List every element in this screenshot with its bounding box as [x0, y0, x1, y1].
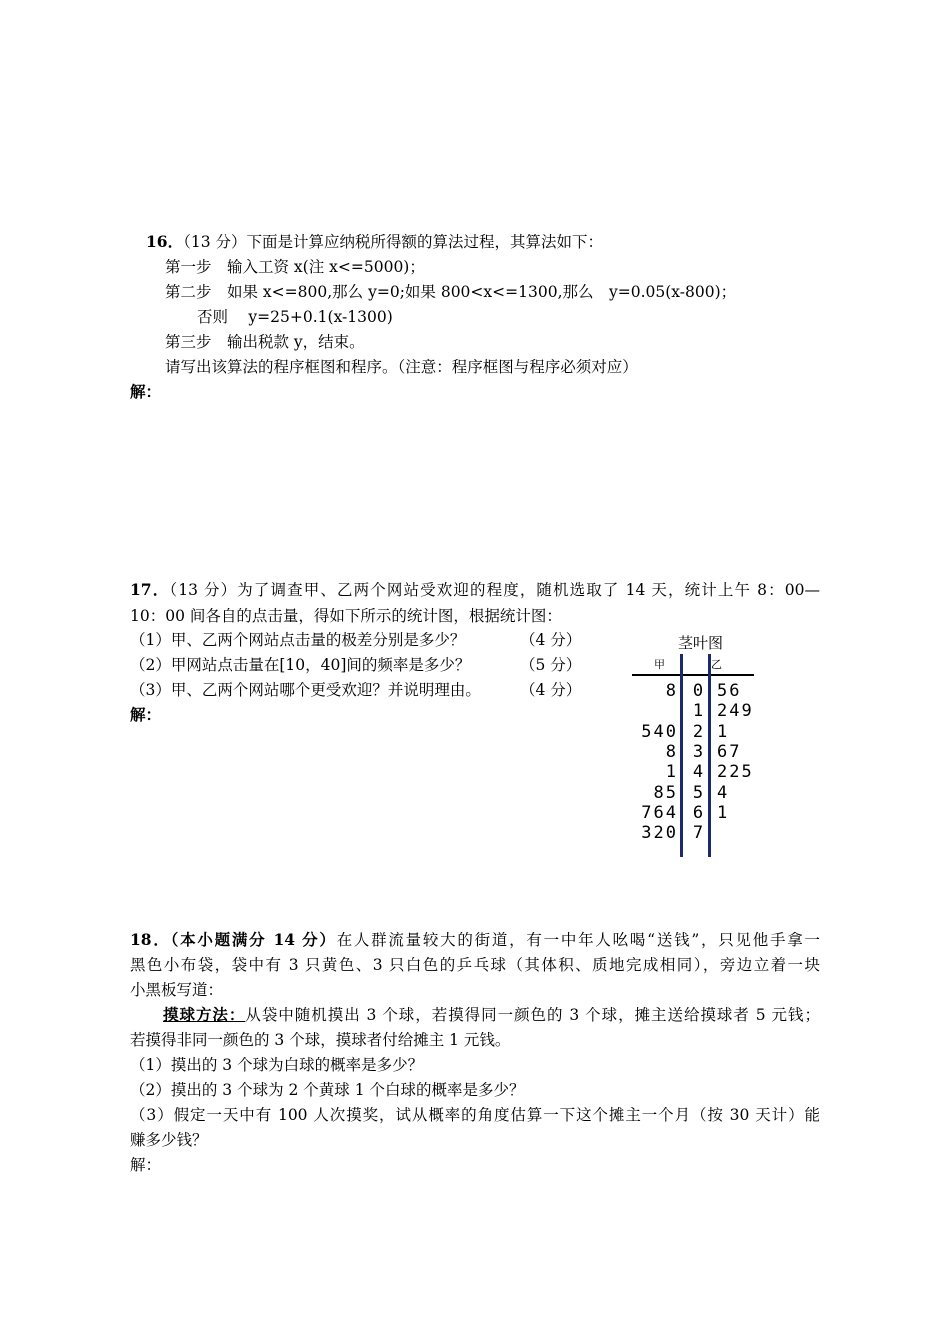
q17-item-1-score: （4 分）: [520, 631, 582, 649]
stem-leaf-left-leaves: 320: [641, 823, 678, 844]
q17-line1: [130, 580, 820, 600]
stem-leaf-right-leaves: 225: [717, 762, 754, 783]
q18-line3: 小黑板写道：: [130, 981, 224, 999]
q18-answer-label: 解：: [130, 1156, 162, 1174]
stem-leaf-row: [628, 701, 763, 721]
q18-method-text: 从袋中随机摸出 3 个球，若摸得同一颜色的 3 个球，摊主送给摸球者 5 元钱；: [245, 1006, 820, 1024]
stem-leaf-left-label: 甲: [654, 658, 665, 671]
q16-header: [146, 232, 603, 252]
q17-item-3: （3）甲、乙两个网站哪个更受欢迎？并说明理由。: [130, 681, 481, 699]
q17-line2: 10：00 间各自的点击量，得如下所示的统计图，根据统计图：: [130, 607, 562, 625]
q18-method: [163, 1005, 820, 1025]
stem-leaf-right-leaves: 249: [717, 701, 754, 722]
q18-item-3-line2: 赚多少钱？: [130, 1131, 208, 1149]
q16-answer-label: 解：: [130, 382, 162, 401]
stem-leaf-stem: 4: [692, 762, 704, 783]
q17-item-2: （2）甲网站点击量在[10，40]间的频率是多少？: [130, 656, 471, 674]
stem-leaf-left-leaves: 764: [641, 802, 678, 823]
stem-leaf-title: 茎叶图: [678, 634, 724, 652]
stem-leaf-left-leaves: 1: [665, 762, 678, 783]
q18-item-1: （1）摸出的 3 个球为白球的概率是多少？: [130, 1056, 424, 1074]
stem-leaf-right-label: 乙: [711, 658, 722, 671]
q18-item-2: （2）摸出的 3 个球为 2 个黄球 1 个白球的概率是多少？: [130, 1081, 525, 1099]
q18-score: （本小题满分 14 分）: [170, 930, 337, 949]
stem-leaf-right-leaves: 4: [717, 782, 730, 803]
q18-line1-text: 在人群流量较大的街道，有一中年人吆喝“送钱”，只见他手拿一: [336, 931, 820, 949]
stem-leaf-header-rule: [632, 674, 754, 676]
stem-leaf-row: [628, 823, 763, 843]
q18-line1: [130, 930, 820, 950]
q17-line1-text: （13 分）为了调查甲、乙两个网站受欢迎的程度，随机选取了 14 天，统计上午 8：00—: [169, 581, 820, 599]
stem-leaf-stem: 6: [692, 802, 704, 823]
q16-request: 请写出该算法的程序框图和程序。（注意：程序框图与程序必须对应）: [165, 358, 638, 376]
stem-leaf-plot: [628, 632, 763, 862]
stem-leaf-right-leaves: 67: [717, 741, 742, 762]
stem-leaf-stem: 5: [692, 782, 704, 803]
stem-leaf-left-leaves: 540: [641, 721, 678, 742]
q16-number: 16．: [146, 232, 184, 251]
stem-leaf-row: [628, 742, 763, 762]
stem-leaf-left-leaves: 8: [665, 681, 678, 701]
q18-line2: 黑色小布袋，袋中有 3 只黄色、3 只白色的乒乓球（其体积、质地完成相同），旁边立着一块: [130, 956, 820, 974]
q17-item-1: （1）甲、乙两个网站点击量的极差分别是多少？: [130, 631, 466, 649]
stem-leaf-stem: 2: [692, 721, 704, 742]
q17-answer-label: 解：: [130, 705, 162, 724]
q18-line5: 若摸得非同一颜色的 3 个球，摸球者付给摊主 1 元钱。: [130, 1031, 511, 1049]
stem-leaf-stem: 1: [692, 701, 704, 722]
q18-number: 18．: [130, 930, 171, 949]
q16-step2-else: 否则 y=25+0.1(x-1300): [197, 308, 393, 326]
q18-item-3-line1: （3）假定一天中有 100 人次摸奖，试从概率的角度估算一下这个摊主一个月（按 30 天计）能: [130, 1106, 820, 1124]
q16-step2: 第二步 如果 x<=800,那么 y=0;如果 800<x<=1300,那么 y=0.05(x-800)；: [165, 283, 737, 301]
stem-leaf-right-leaves: 1: [717, 721, 730, 742]
q17-item-2-score: （5 分）: [520, 656, 582, 674]
stem-leaf-left-leaves: 85: [653, 782, 678, 803]
q17-item-3-score: （4 分）: [520, 681, 582, 699]
q16-step1: 第一步 输入工资 x(注 x<=5000)；: [165, 258, 425, 276]
stem-leaf-right-leaves: 56: [717, 681, 742, 701]
stem-leaf-row: [628, 681, 763, 701]
q16-header-text: （13 分）下面是计算应纳税所得额的算法过程，其算法如下：: [183, 233, 603, 251]
stem-leaf-stem: 3: [692, 741, 704, 762]
stem-leaf-left-leaves: 8: [665, 741, 678, 762]
q18-method-label: 摸球方法：: [163, 1005, 246, 1024]
stem-leaf-row: [628, 722, 763, 742]
q17-number: 17．: [130, 580, 170, 599]
stem-leaf-row: [628, 783, 763, 803]
q16-step3: 第三步 输出税款 y，结束。: [165, 333, 365, 351]
stem-leaf-row: [628, 803, 763, 823]
stem-leaf-stem: 0: [692, 681, 704, 701]
stem-leaf-right-leaves: 1: [717, 802, 730, 823]
stem-leaf-stem: 7: [692, 823, 704, 844]
stem-leaf-row: [628, 762, 763, 782]
